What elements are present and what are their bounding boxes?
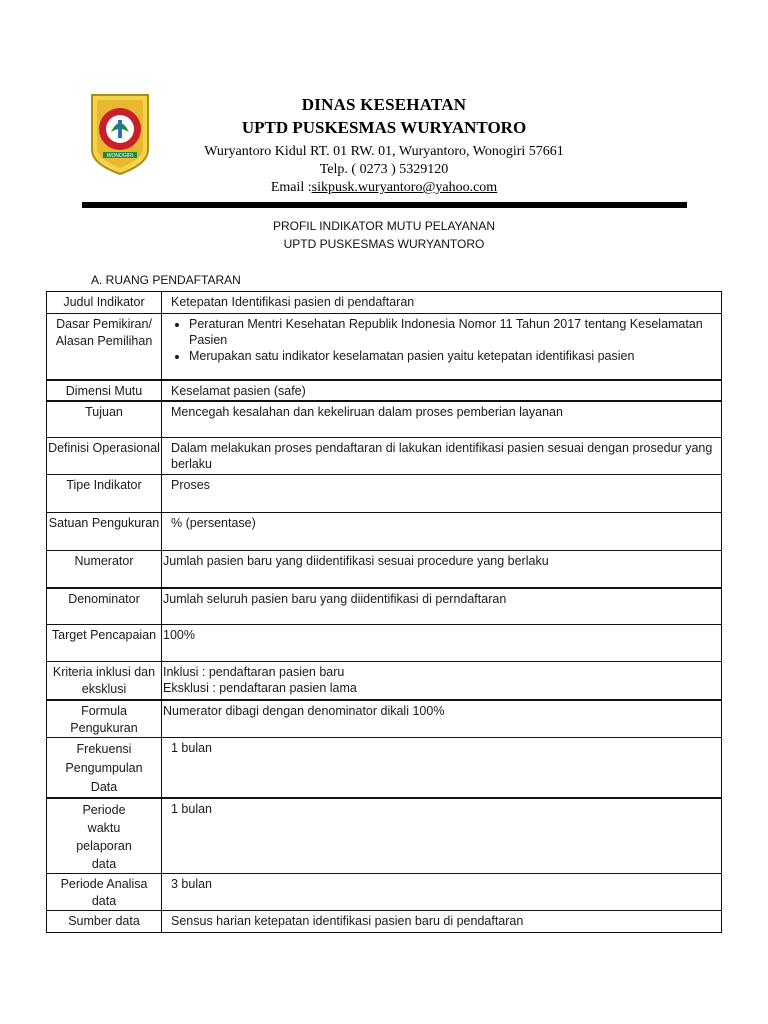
- row-value: Mencegah kesalahan dan kekeliruan dalam proses pemberian layanan: [162, 401, 722, 438]
- table-row: [47, 700, 722, 738]
- unit-name: UPTD PUSKESMAS WURYANTORO: [241, 118, 527, 137]
- table-row: [47, 438, 722, 475]
- row-label: Sumber data: [47, 911, 162, 933]
- org-name: DINAS KESEHATAN: [301, 95, 467, 114]
- row-label: Tujuan: [47, 401, 162, 438]
- row-value: Ketepatan Identifikasi pasien di pendaftaran: [162, 292, 722, 314]
- table-row: [47, 292, 722, 314]
- row-label: Tipe Indikator: [47, 475, 162, 513]
- table-row: [47, 874, 722, 911]
- table-row: [47, 588, 722, 625]
- row-label: Denominator: [47, 588, 162, 625]
- row-label: Judul Indikator: [47, 292, 162, 314]
- email-label: Email :: [270, 180, 312, 195]
- phone: Telp. ( 0273 ) 5329120: [319, 162, 449, 177]
- table-row: [47, 475, 722, 513]
- row-value: 1 bulan: [162, 738, 722, 799]
- inklusi-text: Inklusi : pendaftaran pasien baru: [163, 665, 345, 679]
- email-link[interactable]: sikpusk.wuryantoro@yahoo.com: [311, 180, 498, 195]
- table-row: [47, 625, 722, 662]
- row-value: Dalam melakukan proses pendaftaran di lakukan identifikasi pasien sesuai dengan prosedur yang berlaku: [162, 438, 722, 475]
- row-label: Numerator: [47, 551, 162, 588]
- row-label: Satuan Pengukuran: [47, 513, 162, 551]
- table-row: [47, 738, 722, 799]
- row-value: [162, 662, 722, 700]
- row-value: Jumlah seluruh pasien baru yang diidentifikasi di perndaftaran: [162, 588, 722, 625]
- row-label: Formula Pengukuran: [47, 700, 162, 738]
- row-label: Definisi Operasional: [47, 438, 162, 475]
- row-value: Keselamat pasien (safe): [162, 380, 722, 401]
- row-value: 1 bulan: [162, 798, 722, 874]
- bullet-list: [171, 316, 721, 364]
- indicator-profile-table: [46, 291, 722, 933]
- row-label: Periode waktu pelaporan data: [47, 798, 162, 874]
- section-heading: A. RUANG PENDAFTARAN: [91, 273, 241, 287]
- title-line-1: PROFIL INDIKATOR MUTU PELAYANAN: [272, 219, 496, 233]
- row-label: Periode Analisa data: [47, 874, 162, 911]
- row-label: Dasar Pemikiran/ Alasan Pemilihan: [47, 314, 162, 380]
- title-line-2: UPTD PUSKESMAS WURYANTORO: [283, 237, 485, 251]
- row-value: Jumlah pasien baru yang diidentifikasi sesuai procedure yang berlaku: [162, 551, 722, 588]
- row-value: 100%: [162, 625, 722, 662]
- row-label: Kriteria inklusi dan eksklusi: [47, 662, 162, 700]
- eksklusi-text: Eksklusi : pendaftaran pasien lama: [163, 681, 357, 695]
- list-item: • Peraturan Mentri Kesehatan Republik Indonesia Nomor 11 Tahun 2017 tentang Keselamatan Pasien: [189, 316, 721, 348]
- letterhead: [150, 94, 618, 197]
- list-item: • Merupakan satu indikator keselamatan pasien yaitu ketepatan identifikasi pasien: [189, 348, 721, 364]
- row-label: Dimensi Mutu: [47, 380, 162, 401]
- document-title: [150, 217, 618, 253]
- row-value: Proses: [162, 475, 722, 513]
- wonogiri-crest-logo: [89, 92, 151, 176]
- row-value: 3 bulan: [162, 874, 722, 911]
- row-value: Sensus harian ketepatan identifikasi pasien baru di pendaftaran: [162, 911, 722, 933]
- letterhead-divider: [82, 202, 687, 208]
- row-value: Numerator dibagi dengan denominator dikali 100%: [162, 700, 722, 738]
- logo-text: WONOGIRI: [106, 153, 134, 159]
- table-row: [47, 513, 722, 551]
- row-value: % (persentase): [162, 513, 722, 551]
- email-line: [150, 179, 618, 197]
- row-value: [162, 314, 722, 380]
- row-label: Target Pencapaian: [47, 625, 162, 662]
- table-row: [47, 798, 722, 874]
- table-row: [47, 314, 722, 380]
- address: Wuryantoro Kidul RT. 01 RW. 01, Wuryantoro, Wonogiri 57661: [204, 144, 564, 159]
- table-row: [47, 662, 722, 700]
- row-label: Frekuensi Pengumpulan Data: [47, 738, 162, 799]
- table-row: [47, 380, 722, 401]
- table-row: [47, 911, 722, 933]
- table-row: [47, 551, 722, 588]
- table-row: [47, 401, 722, 438]
